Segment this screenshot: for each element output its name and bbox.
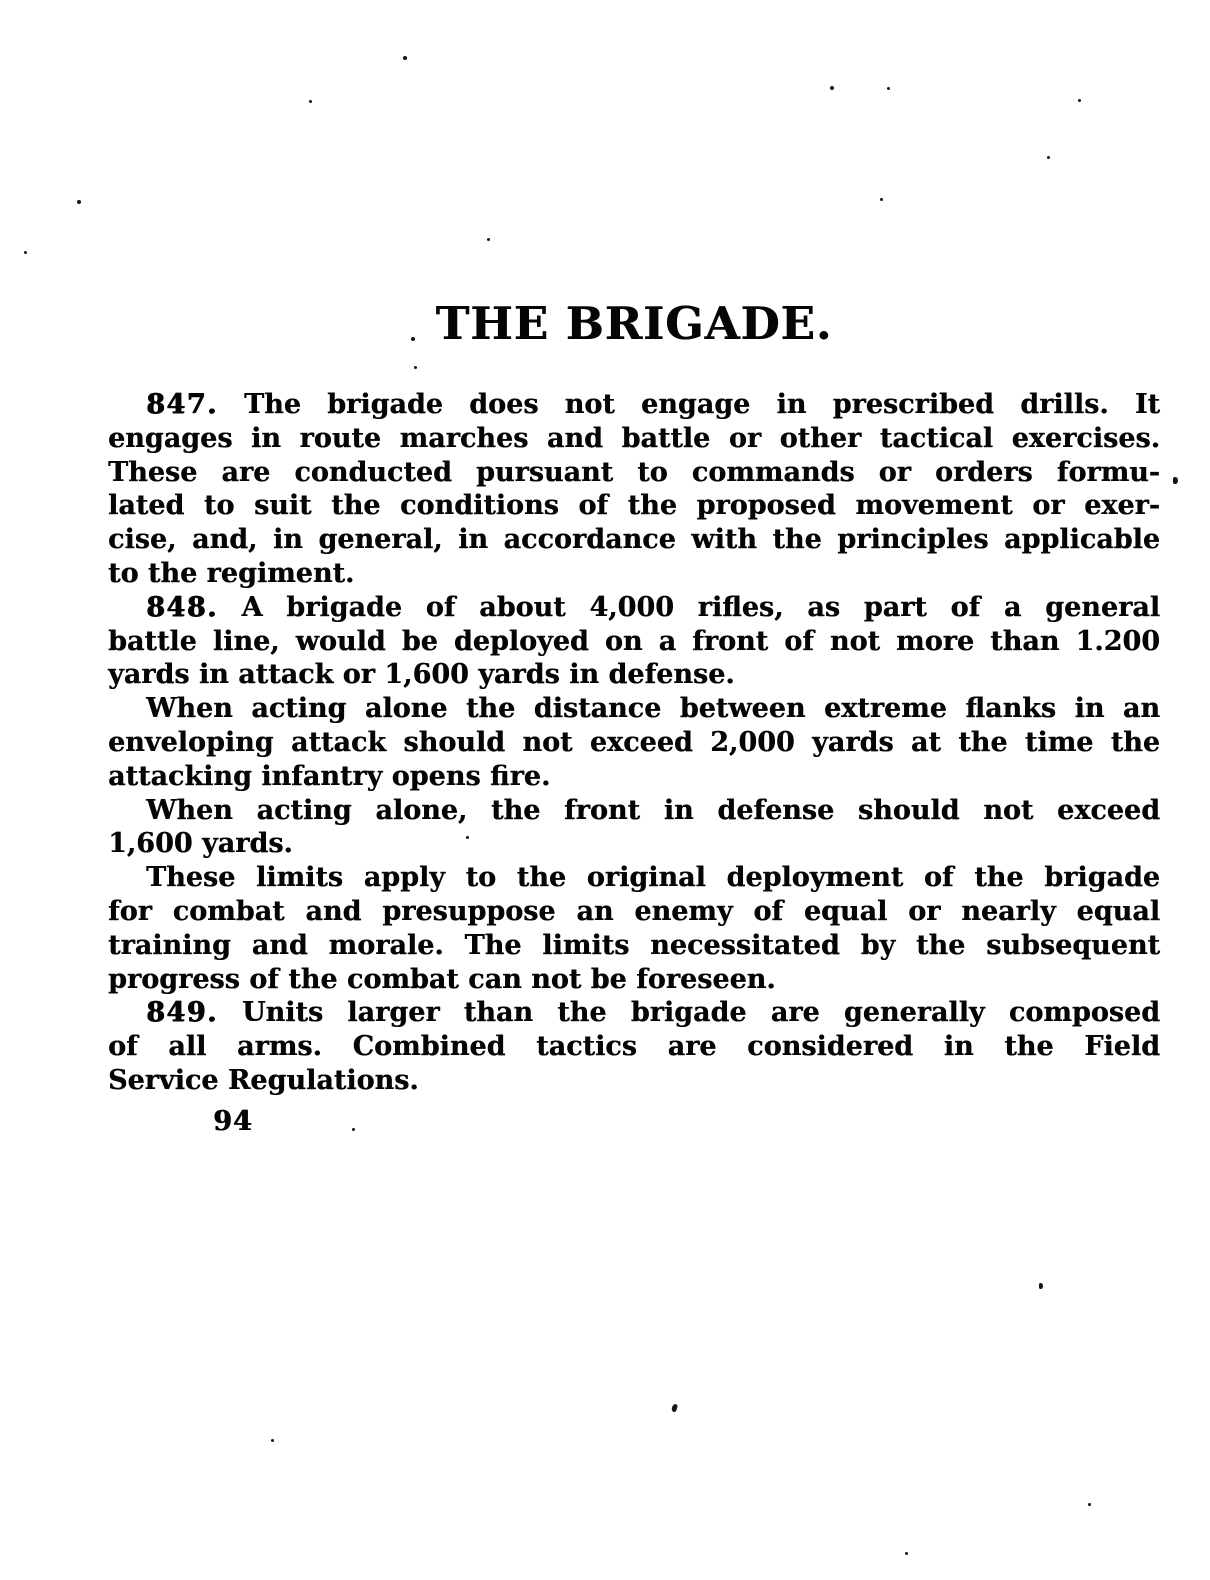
text-line — [108, 996, 1160, 1030]
scan-speck — [830, 86, 834, 90]
scan-speck — [887, 87, 890, 90]
line-text: When acting alone the distance between extreme flanks in an — [146, 693, 1160, 725]
line-text: enveloping attack should not exceed 2,000 yards at the time the — [108, 726, 1160, 758]
line-text: yards in attack or 1,600 yards in defense. — [108, 659, 735, 691]
line-text: Service Regulations. — [108, 1064, 419, 1096]
scan-speck — [1088, 1503, 1091, 1506]
scan-speck — [309, 100, 312, 103]
scan-speck — [1078, 99, 1081, 102]
scan-speck — [487, 238, 490, 241]
text-line — [108, 1030, 1160, 1064]
scan-speck — [77, 200, 81, 204]
text-line — [108, 658, 1160, 692]
text-line — [108, 963, 1160, 997]
line-text: progress of the combat can not be foreseen. — [108, 963, 776, 995]
line-text: cise, and, in general, in accordance with the principles applicable — [108, 524, 1160, 556]
text-line — [108, 794, 1160, 828]
text-line — [108, 489, 1160, 523]
scan-speck — [1047, 156, 1050, 159]
line-text: The brigade does not engage in prescribed drills. It — [244, 389, 1161, 420]
line-text: Units larger than the brigade are generally composed — [241, 997, 1160, 1029]
text-line — [108, 523, 1160, 557]
text-line — [108, 456, 1160, 490]
text-line — [108, 827, 1160, 861]
paragraph-number: 847. — [146, 389, 218, 420]
scan-speck — [411, 337, 415, 341]
scan-speck — [466, 836, 469, 839]
text-line — [108, 895, 1160, 929]
text-line — [108, 625, 1160, 659]
page-title: THE BRIGADE. — [435, 297, 833, 350]
line-text: A brigade of about 4,000 rifles, as part of a general — [241, 591, 1160, 623]
line-text: training and morale. The limits necessitated by the subsequent — [108, 929, 1160, 961]
line-text: to the regiment. — [108, 557, 355, 589]
scan-speck — [671, 1403, 678, 1412]
text-line — [108, 726, 1160, 760]
text-line — [108, 388, 1160, 422]
scan-speck — [905, 1552, 908, 1555]
text-line — [108, 861, 1160, 895]
page-number: 94 — [213, 1106, 253, 1137]
text-line — [108, 1064, 1160, 1098]
scan-speck — [414, 366, 417, 369]
text-line — [108, 929, 1160, 963]
line-text: 1,600 yards. — [108, 828, 293, 860]
scan-speck — [24, 251, 27, 254]
text-line — [108, 760, 1160, 794]
line-text: These are conducted pursuant to commands or orders formu- — [108, 456, 1160, 488]
scan-speck — [352, 1128, 355, 1131]
scan-speck — [403, 56, 407, 60]
line-text: attacking infantry opens fire. — [108, 760, 551, 792]
text-line — [108, 422, 1160, 456]
line-text: lated to suit the conditions of the proposed movement or exer- — [108, 490, 1160, 522]
scan-speck — [271, 1439, 274, 1442]
text-line — [108, 557, 1160, 591]
line-text: of all arms. Combined tactics are considered in the Field — [108, 1031, 1160, 1063]
scan-speck — [880, 198, 883, 201]
text-line — [108, 591, 1160, 625]
scan-speck — [1173, 477, 1178, 484]
text-line — [108, 692, 1160, 726]
line-text: battle line, would be deployed on a front of not more than 1.200 — [108, 625, 1160, 657]
body-text — [108, 388, 1160, 1098]
line-text: engages in route marches and battle or other tactical exercises. — [108, 422, 1160, 454]
scan-speck — [1039, 1283, 1043, 1289]
paragraph-number: 848. — [146, 591, 218, 623]
line-text: for combat and presuppose an enemy of equal or nearly equal — [108, 895, 1160, 927]
line-text: When acting alone, the front in defense should not exceed — [146, 794, 1160, 826]
paragraph-number: 849. — [146, 997, 218, 1029]
line-text: These limits apply to the original deployment of the brigade — [146, 862, 1160, 894]
